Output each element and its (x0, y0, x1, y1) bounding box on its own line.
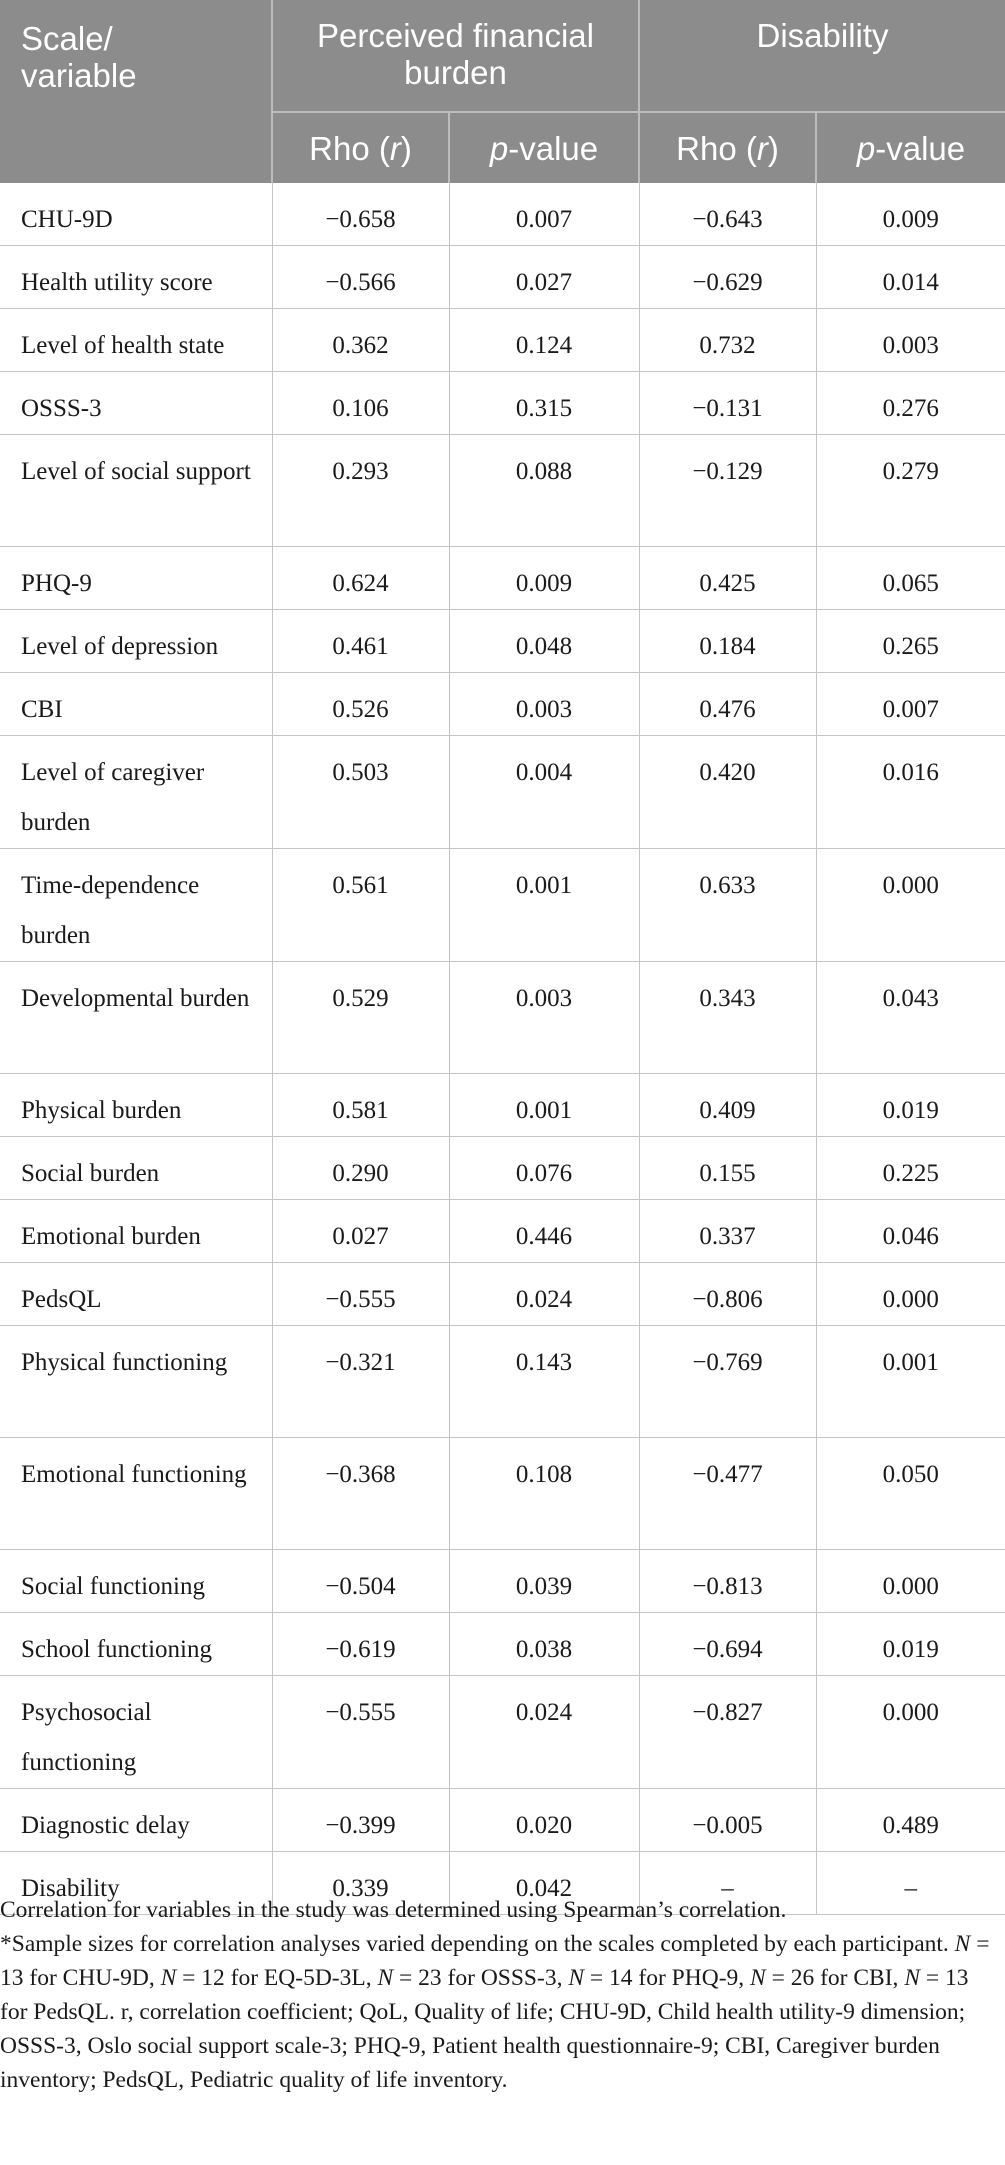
row-label: Health utility score (0, 246, 272, 309)
cell-dis-rho: −0.131 (639, 372, 816, 435)
table-row (0, 1074, 1005, 1137)
cell-pfb-rho: 0.503 (272, 736, 449, 849)
cell-pfb-pvalue: 0.143 (449, 1326, 639, 1438)
cell-pfb-pvalue: 0.039 (449, 1550, 639, 1613)
row-label: Social functioning (0, 1550, 272, 1613)
row-label: CHU-9D (0, 183, 272, 246)
header-dis-rho: Rho (r) (639, 112, 816, 183)
cell-dis-rho: 0.732 (639, 309, 816, 372)
cell-pfb-pvalue: 0.315 (449, 372, 639, 435)
cell-dis-rho: −0.769 (639, 1326, 816, 1438)
row-label: Emotional burden (0, 1200, 272, 1263)
header-scale-line1: Scale/ (21, 20, 113, 57)
table-row (0, 1676, 1005, 1789)
cell-dis-pvalue: 0.001 (816, 1326, 1005, 1438)
cell-dis-rho: −0.813 (639, 1550, 816, 1613)
cell-dis-rho: −0.827 (639, 1676, 816, 1789)
row-label: CBI (0, 673, 272, 736)
cell-pfb-rho: 0.027 (272, 1200, 449, 1263)
table-footnote (0, 1893, 1000, 2097)
table-row (0, 1438, 1005, 1550)
row-label: Physical functioning (0, 1326, 272, 1438)
cell-pfb-rho: −0.658 (272, 183, 449, 246)
cell-pfb-pvalue: 0.088 (449, 435, 639, 547)
cell-dis-pvalue: 0.065 (816, 547, 1005, 610)
row-label: Disability (0, 1852, 272, 1915)
cell-dis-pvalue: 0.016 (816, 736, 1005, 849)
cell-dis-pvalue: 0.000 (816, 1263, 1005, 1326)
cell-dis-pvalue: 0.014 (816, 246, 1005, 309)
cell-dis-rho: −0.005 (639, 1789, 816, 1852)
cell-dis-pvalue: 0.046 (816, 1200, 1005, 1263)
table-row (0, 962, 1005, 1074)
cell-dis-pvalue: 0.000 (816, 1550, 1005, 1613)
table-row (0, 849, 1005, 962)
cell-pfb-pvalue: 0.446 (449, 1200, 639, 1263)
table-row (0, 736, 1005, 849)
cell-pfb-rho: 0.581 (272, 1074, 449, 1137)
table-row (0, 1200, 1005, 1263)
cell-pfb-pvalue: 0.042 (449, 1852, 639, 1915)
table-row (0, 1326, 1005, 1438)
cell-dis-pvalue: 0.003 (816, 309, 1005, 372)
row-label: Developmental burden (0, 962, 272, 1074)
footnote-abbreviations: *Sample sizes for correlation analyses varied depending on the scales completed by each participant. N = 13 for CHU-9D, N = 12 for EQ-5D-3L, N = 23 for OSSS-3, N = 14 for PHQ-9, N = 26 for CBI, N = 13 for PedsQL. r, correlation coefficient; QoL, Quality of life; CHU-9D, Child health utility-9 dimension; OSSS-3, Oslo social support scale-3; PHQ-9, Patient health questionnaire-9; CBI, Caregiver burden inventory; PedsQL, Pediatric quality of life inventory. (0, 1931, 990, 2093)
cell-pfb-rho: −0.619 (272, 1613, 449, 1676)
row-label: OSSS-3 (0, 372, 272, 435)
cell-pfb-rho: −0.399 (272, 1789, 449, 1852)
cell-dis-rho: 0.425 (639, 547, 816, 610)
cell-dis-rho: 0.343 (639, 962, 816, 1074)
row-label: Level of caregiver burden (0, 736, 272, 849)
cell-dis-pvalue: 0.050 (816, 1438, 1005, 1550)
cell-pfb-rho: −0.321 (272, 1326, 449, 1438)
cell-dis-rho: 0.476 (639, 673, 816, 736)
cell-pfb-pvalue: 0.108 (449, 1438, 639, 1550)
cell-dis-rho: – (639, 1852, 816, 1915)
footnote-method: Correlation for variables in the study was determined using Spearman’s correlation. (0, 1897, 787, 1923)
row-label: Level of social support (0, 435, 272, 547)
cell-dis-rho: −0.806 (639, 1263, 816, 1326)
cell-pfb-pvalue: 0.048 (449, 610, 639, 673)
header-pfb-rho: Rho (r) (272, 112, 449, 183)
cell-pfb-pvalue: 0.024 (449, 1263, 639, 1326)
cell-dis-pvalue: 0.489 (816, 1789, 1005, 1852)
cell-pfb-pvalue: 0.038 (449, 1613, 639, 1676)
cell-pfb-rho: −0.566 (272, 246, 449, 309)
table-row (0, 246, 1005, 309)
cell-dis-rho: 0.184 (639, 610, 816, 673)
cell-dis-pvalue: 0.000 (816, 1676, 1005, 1789)
table-row (0, 372, 1005, 435)
cell-dis-pvalue: 0.225 (816, 1137, 1005, 1200)
cell-pfb-pvalue: 0.027 (449, 246, 639, 309)
table-row (0, 1550, 1005, 1613)
cell-dis-rho: −0.629 (639, 246, 816, 309)
cell-dis-pvalue: 0.019 (816, 1613, 1005, 1676)
table-row (0, 610, 1005, 673)
cell-pfb-rho: −0.504 (272, 1550, 449, 1613)
cell-pfb-pvalue: 0.001 (449, 1074, 639, 1137)
cell-dis-pvalue: – (816, 1852, 1005, 1915)
row-label: PedsQL (0, 1263, 272, 1326)
table-row (0, 309, 1005, 372)
table-row (0, 1613, 1005, 1676)
row-label: Level of health state (0, 309, 272, 372)
table-row (0, 673, 1005, 736)
table-row (0, 435, 1005, 547)
table-row (0, 547, 1005, 610)
cell-pfb-pvalue: 0.124 (449, 309, 639, 372)
cell-pfb-rho: 0.529 (272, 962, 449, 1074)
header-dis-pvalue: p-value (816, 112, 1005, 183)
cell-pfb-rho: 0.106 (272, 372, 449, 435)
cell-dis-pvalue: 0.276 (816, 372, 1005, 435)
header-scale-line2: variable (21, 57, 137, 94)
header-pfb-pvalue: p-value (449, 112, 639, 183)
cell-pfb-rho: 0.339 (272, 1852, 449, 1915)
cell-dis-rho: −0.694 (639, 1613, 816, 1676)
cell-dis-pvalue: 0.265 (816, 610, 1005, 673)
cell-dis-rho: −0.129 (639, 435, 816, 547)
cell-pfb-pvalue: 0.024 (449, 1676, 639, 1789)
cell-dis-pvalue: 0.009 (816, 183, 1005, 246)
cell-pfb-rho: 0.290 (272, 1137, 449, 1200)
cell-pfb-rho: 0.293 (272, 435, 449, 547)
row-label: Diagnostic delay (0, 1789, 272, 1852)
cell-dis-rho: 0.155 (639, 1137, 816, 1200)
cell-pfb-pvalue: 0.076 (449, 1137, 639, 1200)
cell-pfb-pvalue: 0.003 (449, 962, 639, 1074)
cell-pfb-rho: 0.461 (272, 610, 449, 673)
cell-pfb-rho: 0.624 (272, 547, 449, 610)
table-row (0, 1137, 1005, 1200)
cell-pfb-rho: −0.555 (272, 1263, 449, 1326)
cell-pfb-pvalue: 0.009 (449, 547, 639, 610)
row-label: School functioning (0, 1613, 272, 1676)
cell-pfb-rho: −0.555 (272, 1676, 449, 1789)
cell-dis-rho: 0.337 (639, 1200, 816, 1263)
cell-pfb-pvalue: 0.003 (449, 673, 639, 736)
table-header (0, 0, 1005, 183)
cell-pfb-rho: 0.561 (272, 849, 449, 962)
cell-dis-rho: 0.633 (639, 849, 816, 962)
table-body (0, 183, 1005, 1915)
cell-dis-rho: −0.643 (639, 183, 816, 246)
cell-pfb-rho: 0.526 (272, 673, 449, 736)
cell-dis-pvalue: 0.019 (816, 1074, 1005, 1137)
row-label: Social burden (0, 1137, 272, 1200)
cell-dis-pvalue: 0.007 (816, 673, 1005, 736)
row-label: Psychosocial functioning (0, 1676, 272, 1789)
cell-dis-rho: −0.477 (639, 1438, 816, 1550)
cell-dis-pvalue: 0.043 (816, 962, 1005, 1074)
cell-pfb-pvalue: 0.007 (449, 183, 639, 246)
table-row (0, 1789, 1005, 1852)
table-row (0, 1263, 1005, 1326)
cell-pfb-rho: −0.368 (272, 1438, 449, 1550)
cell-pfb-rho: 0.362 (272, 309, 449, 372)
cell-dis-rho: 0.409 (639, 1074, 816, 1137)
row-label: Emotional functioning (0, 1438, 272, 1550)
table-row (0, 183, 1005, 246)
header-perceived-financial-burden: Perceived financial burden (272, 0, 639, 112)
row-label: Level of depression (0, 610, 272, 673)
row-label: Time-dependence burden (0, 849, 272, 962)
cell-pfb-pvalue: 0.004 (449, 736, 639, 849)
row-label: PHQ-9 (0, 547, 272, 610)
cell-pfb-pvalue: 0.001 (449, 849, 639, 962)
row-label: Physical burden (0, 1074, 272, 1137)
cell-dis-pvalue: 0.000 (816, 849, 1005, 962)
header-scale-variable (0, 0, 272, 183)
header-disability: Disability (639, 0, 1005, 112)
cell-pfb-pvalue: 0.020 (449, 1789, 639, 1852)
cell-dis-rho: 0.420 (639, 736, 816, 849)
cell-dis-pvalue: 0.279 (816, 435, 1005, 547)
